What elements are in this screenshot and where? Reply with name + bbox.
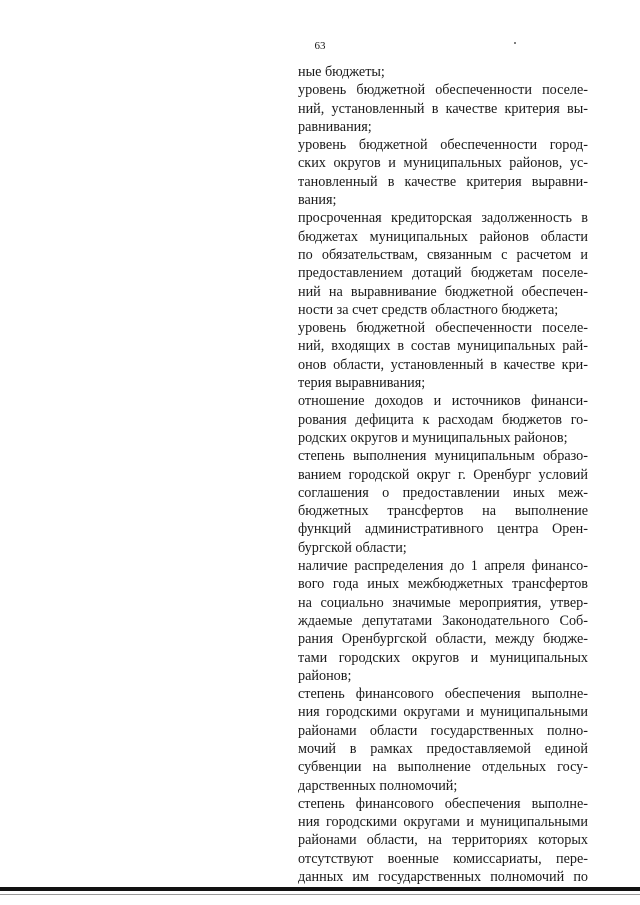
text-line: ванием городской округ г. Оренбург условий bbox=[298, 466, 588, 483]
text-line: ждаемые депутатами Законодательного Соб- bbox=[298, 612, 588, 629]
page-number: 63 bbox=[314, 40, 326, 52]
text-line: ских округов и муниципальных районов, ус- bbox=[298, 155, 588, 172]
text-line: субвенции на выполнение отдельных госу- bbox=[298, 759, 588, 776]
text-line: бургской области; bbox=[298, 539, 407, 556]
text-line: степень выполнения муниципальным образо- bbox=[298, 448, 588, 465]
text-line: районами области, на территориях которых bbox=[298, 832, 588, 849]
text-line: равнивания; bbox=[298, 118, 372, 135]
text-line: бюджетах муниципальных районов области bbox=[298, 228, 588, 245]
text-line: функций административного центра Орен- bbox=[298, 521, 588, 538]
text-line: ний на выравнивание бюджетной обеспечен- bbox=[298, 283, 588, 300]
text-line: уровень бюджетной обеспеченности поселе- bbox=[298, 82, 588, 99]
text-line: соглашения о предоставлении иных меж- bbox=[298, 484, 588, 501]
text-line: предоставлением дотаций бюджетам поселе- bbox=[298, 265, 588, 282]
text-line: вого года иных межбюджетных трансфертов bbox=[298, 576, 588, 593]
text-line: родских округов и муниципальных районов; bbox=[298, 429, 568, 446]
text-line: районов; bbox=[298, 667, 352, 684]
bottom-scan-border-thin bbox=[0, 894, 640, 895]
scan-speck bbox=[514, 42, 516, 44]
text-line: степень финансового обеспечения выполне- bbox=[298, 686, 588, 703]
text-line: ний, входящих в состав муниципальных рай- bbox=[298, 338, 588, 355]
text-line: отсутствуют военные комиссариаты, пере- bbox=[298, 850, 588, 867]
text-line: бюджетных трансфертов на выполнение bbox=[298, 503, 588, 520]
text-line: ные бюджеты; bbox=[298, 64, 385, 80]
text-line: рования дефицита к расходам бюджетов го- bbox=[298, 411, 588, 428]
text-line: мочий в рамках предоставляемой единой bbox=[298, 740, 588, 757]
text-line: районами области государственных полно- bbox=[298, 722, 588, 739]
text-line: степень финансового обеспечения выполне- bbox=[298, 795, 588, 812]
text-line: ния городскими округами и муниципальными bbox=[298, 814, 588, 831]
text-line: терия выравнивания; bbox=[298, 375, 426, 392]
text-line: уровень бюджетной обеспеченности город- bbox=[298, 137, 588, 154]
text-line: ния городскими округами и муниципальными bbox=[298, 704, 588, 721]
text-line: дарственных полномочий; bbox=[298, 777, 458, 794]
text-line: вания; bbox=[298, 192, 337, 209]
text-line: ний, установленный в качестве критерия вы- bbox=[298, 100, 588, 117]
text-line: тами городских округов и муниципальных bbox=[298, 649, 588, 666]
text-line: отношение доходов и источников финанси- bbox=[298, 393, 588, 410]
text-line: рания Оренбургской области, между бюдже- bbox=[298, 631, 588, 648]
text-line: наличие распределения до 1 апреля финансо- bbox=[298, 558, 588, 575]
text-line: тановленный в качестве критерия выравни- bbox=[298, 173, 588, 190]
text-line: по обязательствам, связанным с расчетом и bbox=[298, 246, 588, 263]
text-line: уровень бюджетной обеспеченности поселе- bbox=[298, 320, 588, 337]
text-line: данных им государственных полномочий по bbox=[298, 869, 588, 886]
text-line: просроченная кредиторская задолженность в bbox=[298, 210, 588, 227]
bottom-scan-border bbox=[0, 887, 640, 891]
text-line: на социально значимые мероприятия, утвер- bbox=[298, 594, 588, 611]
text-line: ности за счет средств областного бюджета; bbox=[298, 301, 559, 318]
body-text-column bbox=[298, 63, 588, 886]
text-line: онов области, установленный в качестве кри- bbox=[298, 356, 588, 373]
